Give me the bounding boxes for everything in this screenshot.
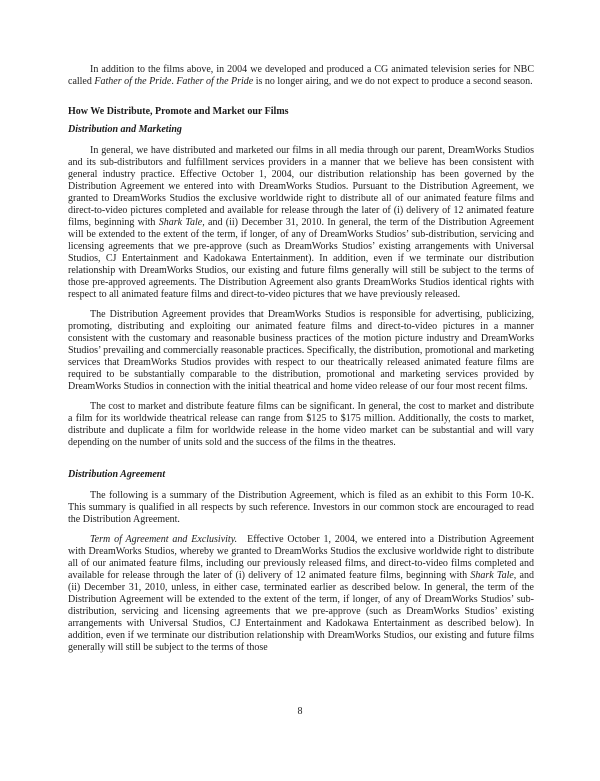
section-heading-how-we-distribute: How We Distribute, Promote and Market our Films — [68, 106, 289, 117]
subsection-heading-distribution-and-marketing: Distribution and Marketing — [68, 124, 182, 135]
paragraph-intro: In addition to the films above, in 2004 we developed and produced a CG animated television series for NBC called Father of the Pride. Father of the Pride is no longer airing, and we do not expect to produce a second season. — [68, 64, 534, 87]
paragraph-marketing-costs: The cost to market and distribute feature films can be significant. In general, the cost to market and distribute a film for its worldwide theatrical release can range from $125 to $175 million. Additionally, the costs to market, distribute and duplicate a film for worldwide release in the home video market can be substantial and will vary depending on the number of units sold and the success of the films in the theatres. — [68, 401, 534, 448]
paragraph-distribution-relationship: In general, we have distributed and marketed our films in all media through our parent, DreamWorks Studios and its sub-distributors and fulfillment services providers in a manner that we believe has been consistent with general industry practice. Effective October 1, 2004, our distribution relationship has been governed by the Distribution Agreement we entered into with DreamWorks Studios. Pursuant to the Distribution Agreement, we granted to DreamWorks Studios the exclusive worldwide right to distribute all of our animated feature films and direct-to-video pictures completed and available for release through the later of (i) delivery of 12 animated feature films, beginning with Shark Tale, and (ii) December 31, 2010. In general, the term of the Distribution Agreement will be extended to the extent of the term, if longer, of any of DreamWorks Studios’ sub-distribution, servicing and licensing agreements that we pre-approve (such as DreamWorks Studios’ existing arrangements with Universal Studios, CJ Entertainment and Kadokawa Entertainment). In addition, even if we terminate our distribution relationship with DreamWorks Studios, our existing and future films generally will still be subject to the terms of those pre-approved agreements. The Distribution Agreement also grants DreamWorks Studios identical rights with respect to all animated feature films and direct-to-video pictures that we have previously released. — [68, 145, 534, 300]
page-content — [68, 64, 534, 662]
paragraph-agreement-summary: The following is a summary of the Distribution Agreement, which is filed as an exhibit to this Form 10-K. This summary is qualified in all respects by such reference. Investors in our common stock are encouraged to read the Distribution Agreement. — [68, 490, 534, 525]
page-number: 8 — [297, 706, 303, 717]
paragraph-term-of-agreement: Term of Agreement and Exclusivity. Effective October 1, 2004, we entered into a Distribution Agreement with DreamWorks Studios, whereby we granted to DreamWorks Studios the exclusive worldwide right to distribute all of our animated feature films, including our previously released films, and direct-to-video films completed and available for release through the later of (i) delivery of 12 animated feature films, beginning with Shark Tale, and (ii) December 31, 2010, unless, in either case, terminated earlier as described below. In general, the term of the Distribution Agreement will be extended to the extent of the term, if longer, of any of DreamWorks Studios’ sub-distribution, servicing and licensing agreements that we pre-approve (such as DreamWorks Studios’ existing arrangements with Universal Studios, CJ Entertainment and Kadokawa Entertainment as described below). In addition, even if we terminate our distribution relationship with DreamWorks Studios, our existing and future films generally will still be subject to the terms of those — [68, 534, 534, 653]
paragraph-distribution-services: The Distribution Agreement provides that DreamWorks Studios is responsible for advertising, publicizing, promoting, distributing and exploiting our animated feature films and direct-to-video pictures in a manner consistent with the customary and reasonable business practices of the motion picture industry and DreamWorks Studios’ prevailing and commercially reasonable practices. Specifically, the distribution, promotional and marketing services that DreamWorks Studios provides with respect to our theatrically released animated feature films are required to be substantially comparable to the distribution, promotional and marketing services provided by DreamWorks Studios in connection with the initial theatrical and home video release of our four most recent films. — [68, 309, 534, 392]
subsection-heading-distribution-agreement: Distribution Agreement — [68, 469, 166, 480]
